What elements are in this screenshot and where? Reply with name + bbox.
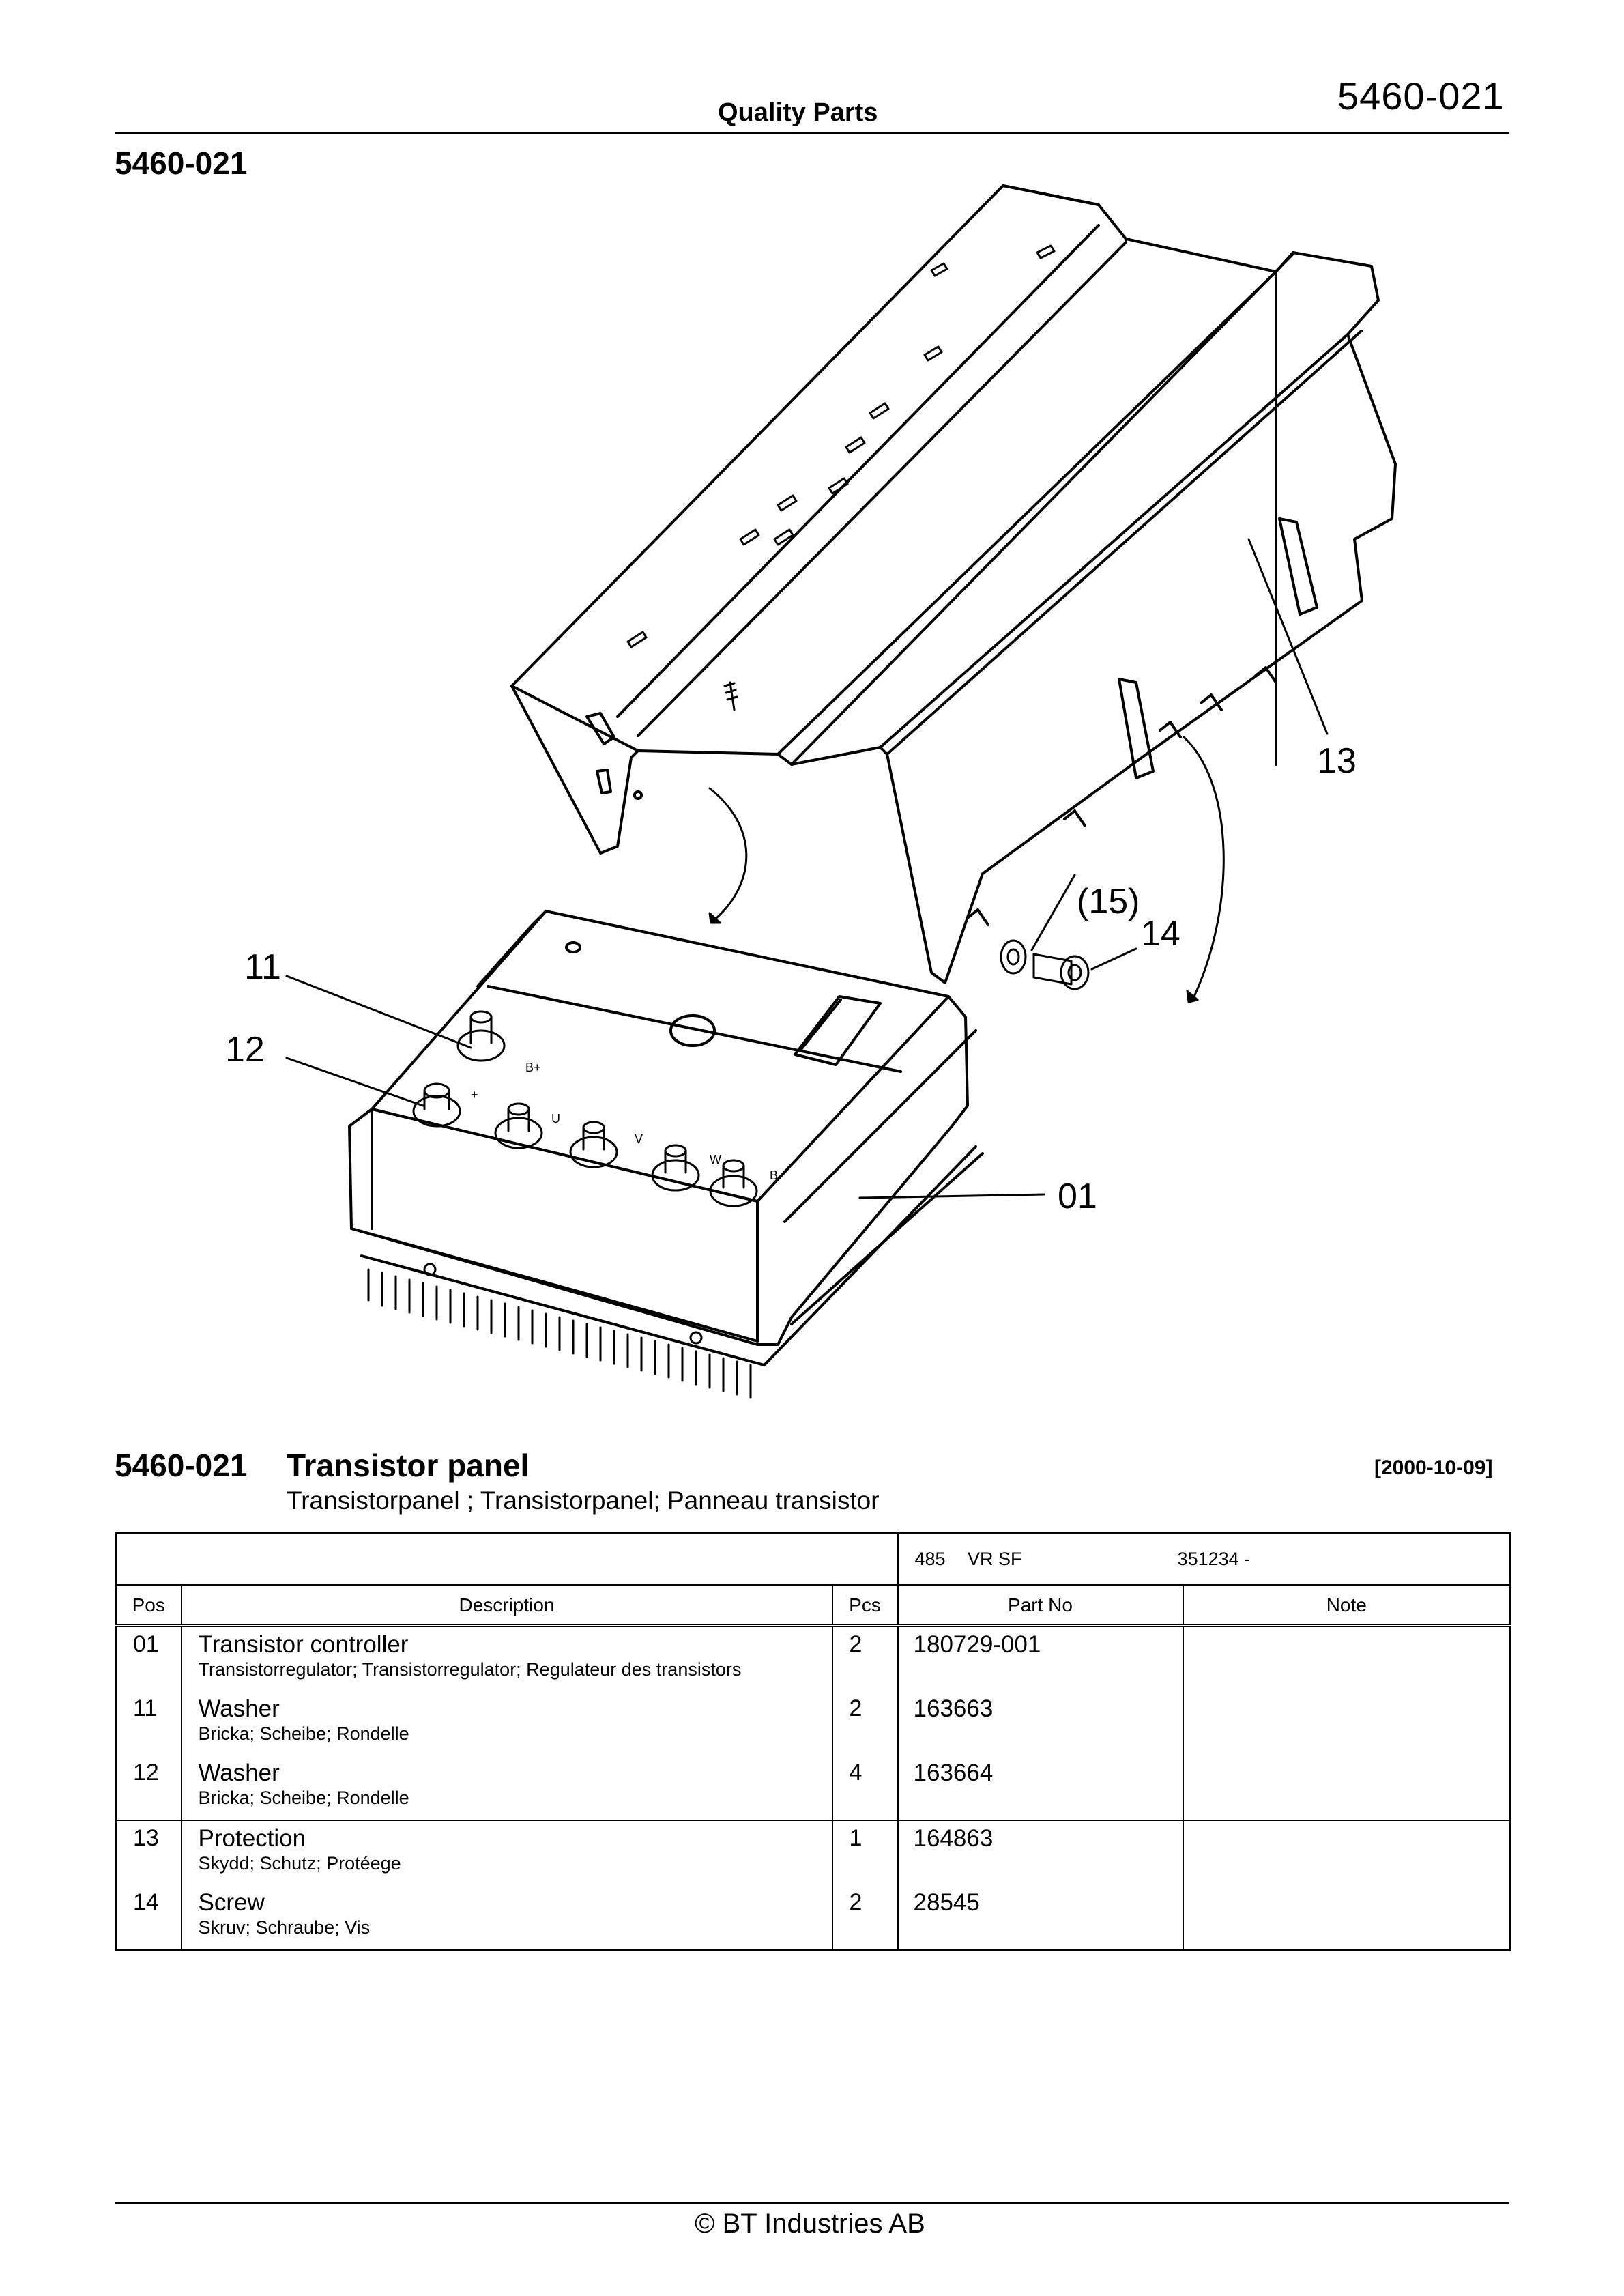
row-translation: Bricka; Scheibe; Rondelle	[198, 1723, 409, 1744]
header-divider	[115, 132, 1509, 134]
table-header	[116, 1585, 1511, 1626]
issue-date: [2000-10-09]	[1374, 1456, 1493, 1479]
row-pos: 14	[133, 1889, 159, 1915]
row-translation: Transistorregulator; Transistorregulator; Regulateur des transistors	[198, 1659, 742, 1680]
transistor-controller-drawing	[349, 911, 983, 1398]
terminal-mark-b-plus: B+	[525, 1061, 541, 1074]
table-row	[116, 1885, 1511, 1951]
row-note	[1184, 1691, 1510, 1751]
table-row	[116, 1626, 1511, 1691]
footer-copyright: © BT Industries AB	[695, 2209, 925, 2239]
row-description: Transistor controller	[198, 1631, 409, 1658]
title-code: 5460-021	[115, 1448, 248, 1483]
document-number: 5460-021	[1337, 74, 1505, 117]
row-translation: Skruv; Schraube; Vis	[198, 1917, 371, 1938]
column-header-pcs: Pcs	[832, 1585, 898, 1626]
table-row	[116, 1691, 1511, 1755]
footer-divider	[115, 2202, 1509, 2204]
terminal-mark-plus: +	[471, 1088, 478, 1102]
callout-leaders	[287, 539, 1327, 1198]
row-note	[1184, 1755, 1510, 1816]
table-row	[116, 1820, 1511, 1885]
column-header-description: Description	[182, 1585, 832, 1626]
model-row	[116, 1533, 1511, 1585]
model-row-blank	[116, 1533, 898, 1585]
row-pcs: 4	[849, 1760, 862, 1785]
terminal-mark-v: V	[635, 1132, 643, 1146]
row-description: Washer	[198, 1695, 280, 1722]
row-note	[1184, 1885, 1510, 1945]
callout-01: 01	[1058, 1177, 1097, 1216]
header-title: Quality Parts	[718, 98, 878, 127]
row-pos: 12	[133, 1760, 159, 1785]
model-name: VR SF	[968, 1548, 1022, 1569]
row-pos: 11	[133, 1695, 158, 1721]
row-part-no: 163664	[913, 1760, 994, 1786]
row-description: Screw	[198, 1889, 265, 1916]
row-translation: Bricka; Scheibe; Rondelle	[198, 1788, 409, 1808]
row-pcs: 2	[849, 1695, 862, 1721]
row-part-no: 28545	[913, 1889, 980, 1916]
row-pcs: 2	[849, 1889, 862, 1915]
terminal-mark-w: W	[710, 1153, 721, 1166]
page-title: Transistor panel	[287, 1448, 530, 1483]
row-pos: 13	[133, 1825, 159, 1851]
callout-13: 13	[1317, 741, 1357, 781]
terminal-mark-u: U	[551, 1112, 560, 1125]
table-row	[116, 1755, 1511, 1820]
column-header-note: Note	[1183, 1585, 1511, 1626]
callout-15: (15)	[1077, 882, 1140, 921]
row-description: Washer	[198, 1760, 280, 1786]
title-translations: Transistorpanel ; Transistorpanel; Panneau transistor	[287, 1487, 880, 1515]
row-note	[1184, 1627, 1510, 1687]
row-part-no: 163663	[913, 1695, 994, 1722]
serial-range: 351234 -	[1177, 1548, 1251, 1569]
column-header-pos: Pos	[116, 1585, 182, 1626]
row-translation: Skydd; Schutz; Protéege	[198, 1853, 401, 1874]
parts-table	[115, 1532, 1511, 1951]
row-pcs: 1	[849, 1825, 862, 1851]
callout-12: 12	[225, 1030, 265, 1070]
model-number: 485	[914, 1548, 946, 1569]
exploded-parts-drawing	[115, 171, 1509, 1426]
terminal-mark-b-minus: B-	[770, 1168, 782, 1182]
row-part-no: 180729-001	[913, 1631, 1041, 1658]
row-description: Protection	[198, 1825, 306, 1852]
column-header-part-no: Part No	[898, 1585, 1183, 1626]
protection-cover-drawing	[512, 186, 1395, 983]
callout-labels	[225, 741, 1357, 1216]
section-code: 5460-021	[115, 145, 248, 181]
row-pcs: 2	[849, 1631, 862, 1657]
callout-14: 14	[1141, 914, 1180, 953]
row-part-no: 164863	[913, 1825, 994, 1852]
model-info	[898, 1533, 1511, 1585]
callout-11: 11	[244, 947, 281, 987]
row-note	[1184, 1821, 1510, 1881]
row-pos: 01	[133, 1631, 159, 1657]
